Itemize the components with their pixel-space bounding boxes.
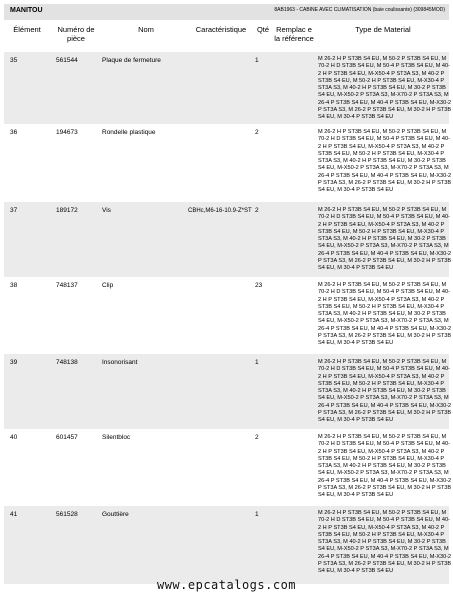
material-cell: M 26-2 H P ST3B S4 EU, M 50-2 P ST3B S4 EU, M 70-2 H D ST3B S4 EU, M 50-4 P ST3B S4 EU, M 40-2 H P ST3B S4 EU, M-X50-4 P ST3A S3, M 40-2 P ST3B S4 EU, M 50-2 H P ST3B S4 EU, M-X30-4 P ST3A S3, M 40-2 H P ST3B S4 EU, M 30-2 P ST3B S4 EU, M-X50-2 P ST3A S3, M-X70-2 P ST3A S3, M 26-4 P ST3B S4 EU, M 40-4 P ST3B S4 EU, M-X30-2 P ST3A S3, M 26-2 P ST3B S4 EU, M 30-2 H P ST3B S4 EU, M 30-4 P ST3B S4 EU bbox=[318, 434, 452, 499]
name-cell: Gouttière bbox=[102, 511, 129, 518]
element-cell: 35 bbox=[10, 57, 18, 64]
column-header-name: Nom bbox=[138, 25, 154, 34]
qty-cell: 1 bbox=[255, 511, 259, 518]
column-header-characteristic: Caractéristique bbox=[195, 25, 247, 34]
material-cell: M 26-2 H P ST3B S4 EU, M 50-2 P ST3B S4 EU, M 70-2 H D ST3B S4 EU, M 50-4 P ST3B S4 EU, M 40-2 H P ST3B S4 EU, M-X50-4 P ST3A S3, M 40-2 P ST3B S4 EU, M 50-2 H P ST3B S4 EU, M-X30-4 P ST3A S3, M 40-2 H P ST3B S4 EU, M 30-2 P ST3B S4 EU, M-X50-2 P ST3A S3, M-X70-2 P ST3A S3, M 26-4 P ST3B S4 EU, M 40-4 P ST3B S4 EU, M-X30-2 P ST3A S3, M 26-2 P ST3B S4 EU, M 30-2 H P ST3B S4 EU, M 30-4 P ST3B S4 EU bbox=[318, 282, 452, 347]
part-number-cell: 194673 bbox=[56, 129, 78, 136]
table-row bbox=[4, 124, 452, 202]
element-cell: 36 bbox=[10, 129, 18, 136]
part-number-cell: 748138 bbox=[56, 359, 78, 366]
qty-cell: 2 bbox=[255, 434, 259, 441]
table-row bbox=[4, 202, 452, 277]
characteristic-cell: CBHc,M6-16-10.9-Z*ST bbox=[188, 208, 252, 214]
qty-cell: 23 bbox=[255, 282, 263, 289]
part-number-cell: 189172 bbox=[56, 207, 78, 214]
material-cell: M 26-2 H P ST3B S4 EU, M 50-2 P ST3B S4 EU, M 70-2 H D ST3B S4 EU, M 50-4 P ST3B S4 EU, M 40-2 H P ST3B S4 EU, M-X50-4 P ST3A S3, M 40-2 P ST3B S4 EU, M 50-2 H P ST3B S4 EU, M-X30-4 P ST3A S3, M 40-2 H P ST3B S4 EU, M 30-2 P ST3B S4 EU, M-X50-2 P ST3A S3, M-X70-2 P ST3A S3, M 26-4 P ST3B S4 EU, M 40-4 P ST3B S4 EU, M-X30-2 P ST3A S3, M 26-2 P ST3B S4 EU, M 30-2 H P ST3B S4 EU, M 30-4 P ST3B S4 EU bbox=[318, 56, 452, 121]
material-cell: M 26-2 H P ST3B S4 EU, M 50-2 P ST3B S4 EU, M 70-2 H D ST3B S4 EU, M 50-4 P ST3B S4 EU, M 40-2 H P ST3B S4 EU, M-X50-4 P ST3A S3, M 40-2 P ST3B S4 EU, M 50-2 H P ST3B S4 EU, M-X30-4 P ST3A S3, M 40-2 H P ST3B S4 EU, M 30-2 P ST3B S4 EU, M-X50-2 P ST3A S3, M-X70-2 P ST3A S3, M 26-4 P ST3B S4 EU, M 40-4 P ST3B S4 EU, M-X30-2 P ST3A S3, M 26-2 P ST3B S4 EU, M 30-2 H P ST3B S4 EU, M 30-4 P ST3B S4 EU bbox=[318, 207, 452, 272]
element-cell: 39 bbox=[10, 359, 18, 366]
element-cell: 37 bbox=[10, 207, 18, 214]
material-cell: M 26-2 H P ST3B S4 EU, M 50-2 P ST3B S4 EU, M 70-2 H D ST3B S4 EU, M 50-4 P ST3B S4 EU, M 40-2 H P ST3B S4 EU, M-X50-4 P ST3A S3, M 40-2 P ST3B S4 EU, M 50-2 H P ST3B S4 EU, M-X30-4 P ST3A S3, M 40-2 H P ST3B S4 EU, M 30-2 P ST3B S4 EU, M-X50-2 P ST3A S3, M-X70-2 P ST3A S3, M 26-4 P ST3B S4 EU, M 40-4 P ST3B S4 EU, M-X30-2 P ST3A S3, M 26-2 P ST3B S4 EU, M 30-2 H P ST3B S4 EU, M 30-4 P ST3B S4 EU bbox=[318, 129, 452, 194]
part-number-cell: 561528 bbox=[56, 511, 78, 518]
table-row bbox=[4, 52, 452, 124]
qty-cell: 1 bbox=[255, 57, 259, 64]
qty-cell: 1 bbox=[255, 359, 259, 366]
part-number-cell: 561544 bbox=[56, 57, 78, 64]
part-number-cell: 748137 bbox=[56, 282, 78, 289]
column-header-material-type: Type de Material bbox=[355, 25, 411, 34]
document-header-bar bbox=[4, 4, 449, 20]
table-row bbox=[4, 277, 452, 354]
element-cell: 40 bbox=[10, 434, 18, 441]
column-header-qty: Qté bbox=[256, 25, 270, 34]
column-header-element: Élément bbox=[13, 25, 41, 34]
table-row bbox=[4, 429, 452, 506]
qty-cell: 2 bbox=[255, 207, 259, 214]
element-cell: 41 bbox=[10, 511, 18, 518]
column-header-replace-reference: Remplac e la référence bbox=[274, 25, 314, 43]
part-number-cell: 601457 bbox=[56, 434, 78, 441]
name-cell: Vis bbox=[102, 207, 111, 214]
name-cell: Clip bbox=[102, 282, 114, 289]
name-cell: Silentbloc bbox=[102, 434, 131, 441]
name-cell: Rondelle plastique bbox=[102, 129, 156, 136]
name-cell: Insonorisant bbox=[102, 359, 138, 366]
qty-cell: 2 bbox=[255, 129, 259, 136]
column-header-part-number: Numéro de pièce bbox=[57, 25, 95, 43]
material-cell: M 26-2 H P ST3B S4 EU, M 50-2 P ST3B S4 EU, M 70-2 H D ST3B S4 EU, M 50-4 P ST3B S4 EU, M 40-2 H P ST3B S4 EU, M-X50-4 P ST3A S3, M 40-2 P ST3B S4 EU, M 50-2 H P ST3B S4 EU, M-X30-4 P ST3A S3, M 40-2 H P ST3B S4 EU, M 30-2 P ST3B S4 EU, M-X50-2 P ST3A S3, M-X70-2 P ST3A S3, M 26-4 P ST3B S4 EU, M 40-4 P ST3B S4 EU, M-X30-2 P ST3A S3, M 26-2 P ST3B S4 EU, M 30-2 H P ST3B S4 EU, M 30-4 P ST3B S4 EU bbox=[318, 510, 452, 575]
table-row bbox=[4, 506, 452, 584]
element-cell: 38 bbox=[10, 282, 18, 289]
name-cell: Plaque de fermeture bbox=[102, 57, 161, 64]
table-header bbox=[4, 22, 449, 52]
table-row bbox=[4, 354, 452, 429]
material-cell: M 26-2 H P ST3B S4 EU, M 50-2 P ST3B S4 EU, M 70-2 H D ST3B S4 EU, M 50-4 P ST3B S4 EU, M 40-2 H P ST3B S4 EU, M-X50-4 P ST3A S3, M 40-2 P ST3B S4 EU, M 50-2 H P ST3B S4 EU, M-X30-4 P ST3A S3, M 40-2 H P ST3B S4 EU, M 30-2 P ST3B S4 EU, M-X50-2 P ST3A S3, M-X70-2 P ST3A S3, M 26-4 P ST3B S4 EU, M 40-4 P ST3B S4 EU, M-X30-2 P ST3A S3, M 26-2 P ST3B S4 EU, M 30-2 H P ST3B S4 EU, M 30-4 P ST3B S4 EU bbox=[318, 359, 452, 424]
watermark-link[interactable]: www.epcatalogs.com bbox=[156, 578, 297, 592]
assembly-reference: 8AB1963 - CABINE AVEC CLIMATISATION (baie coulissante) (309845MOD) bbox=[274, 7, 445, 13]
brand-name: MANITOU bbox=[10, 7, 43, 14]
